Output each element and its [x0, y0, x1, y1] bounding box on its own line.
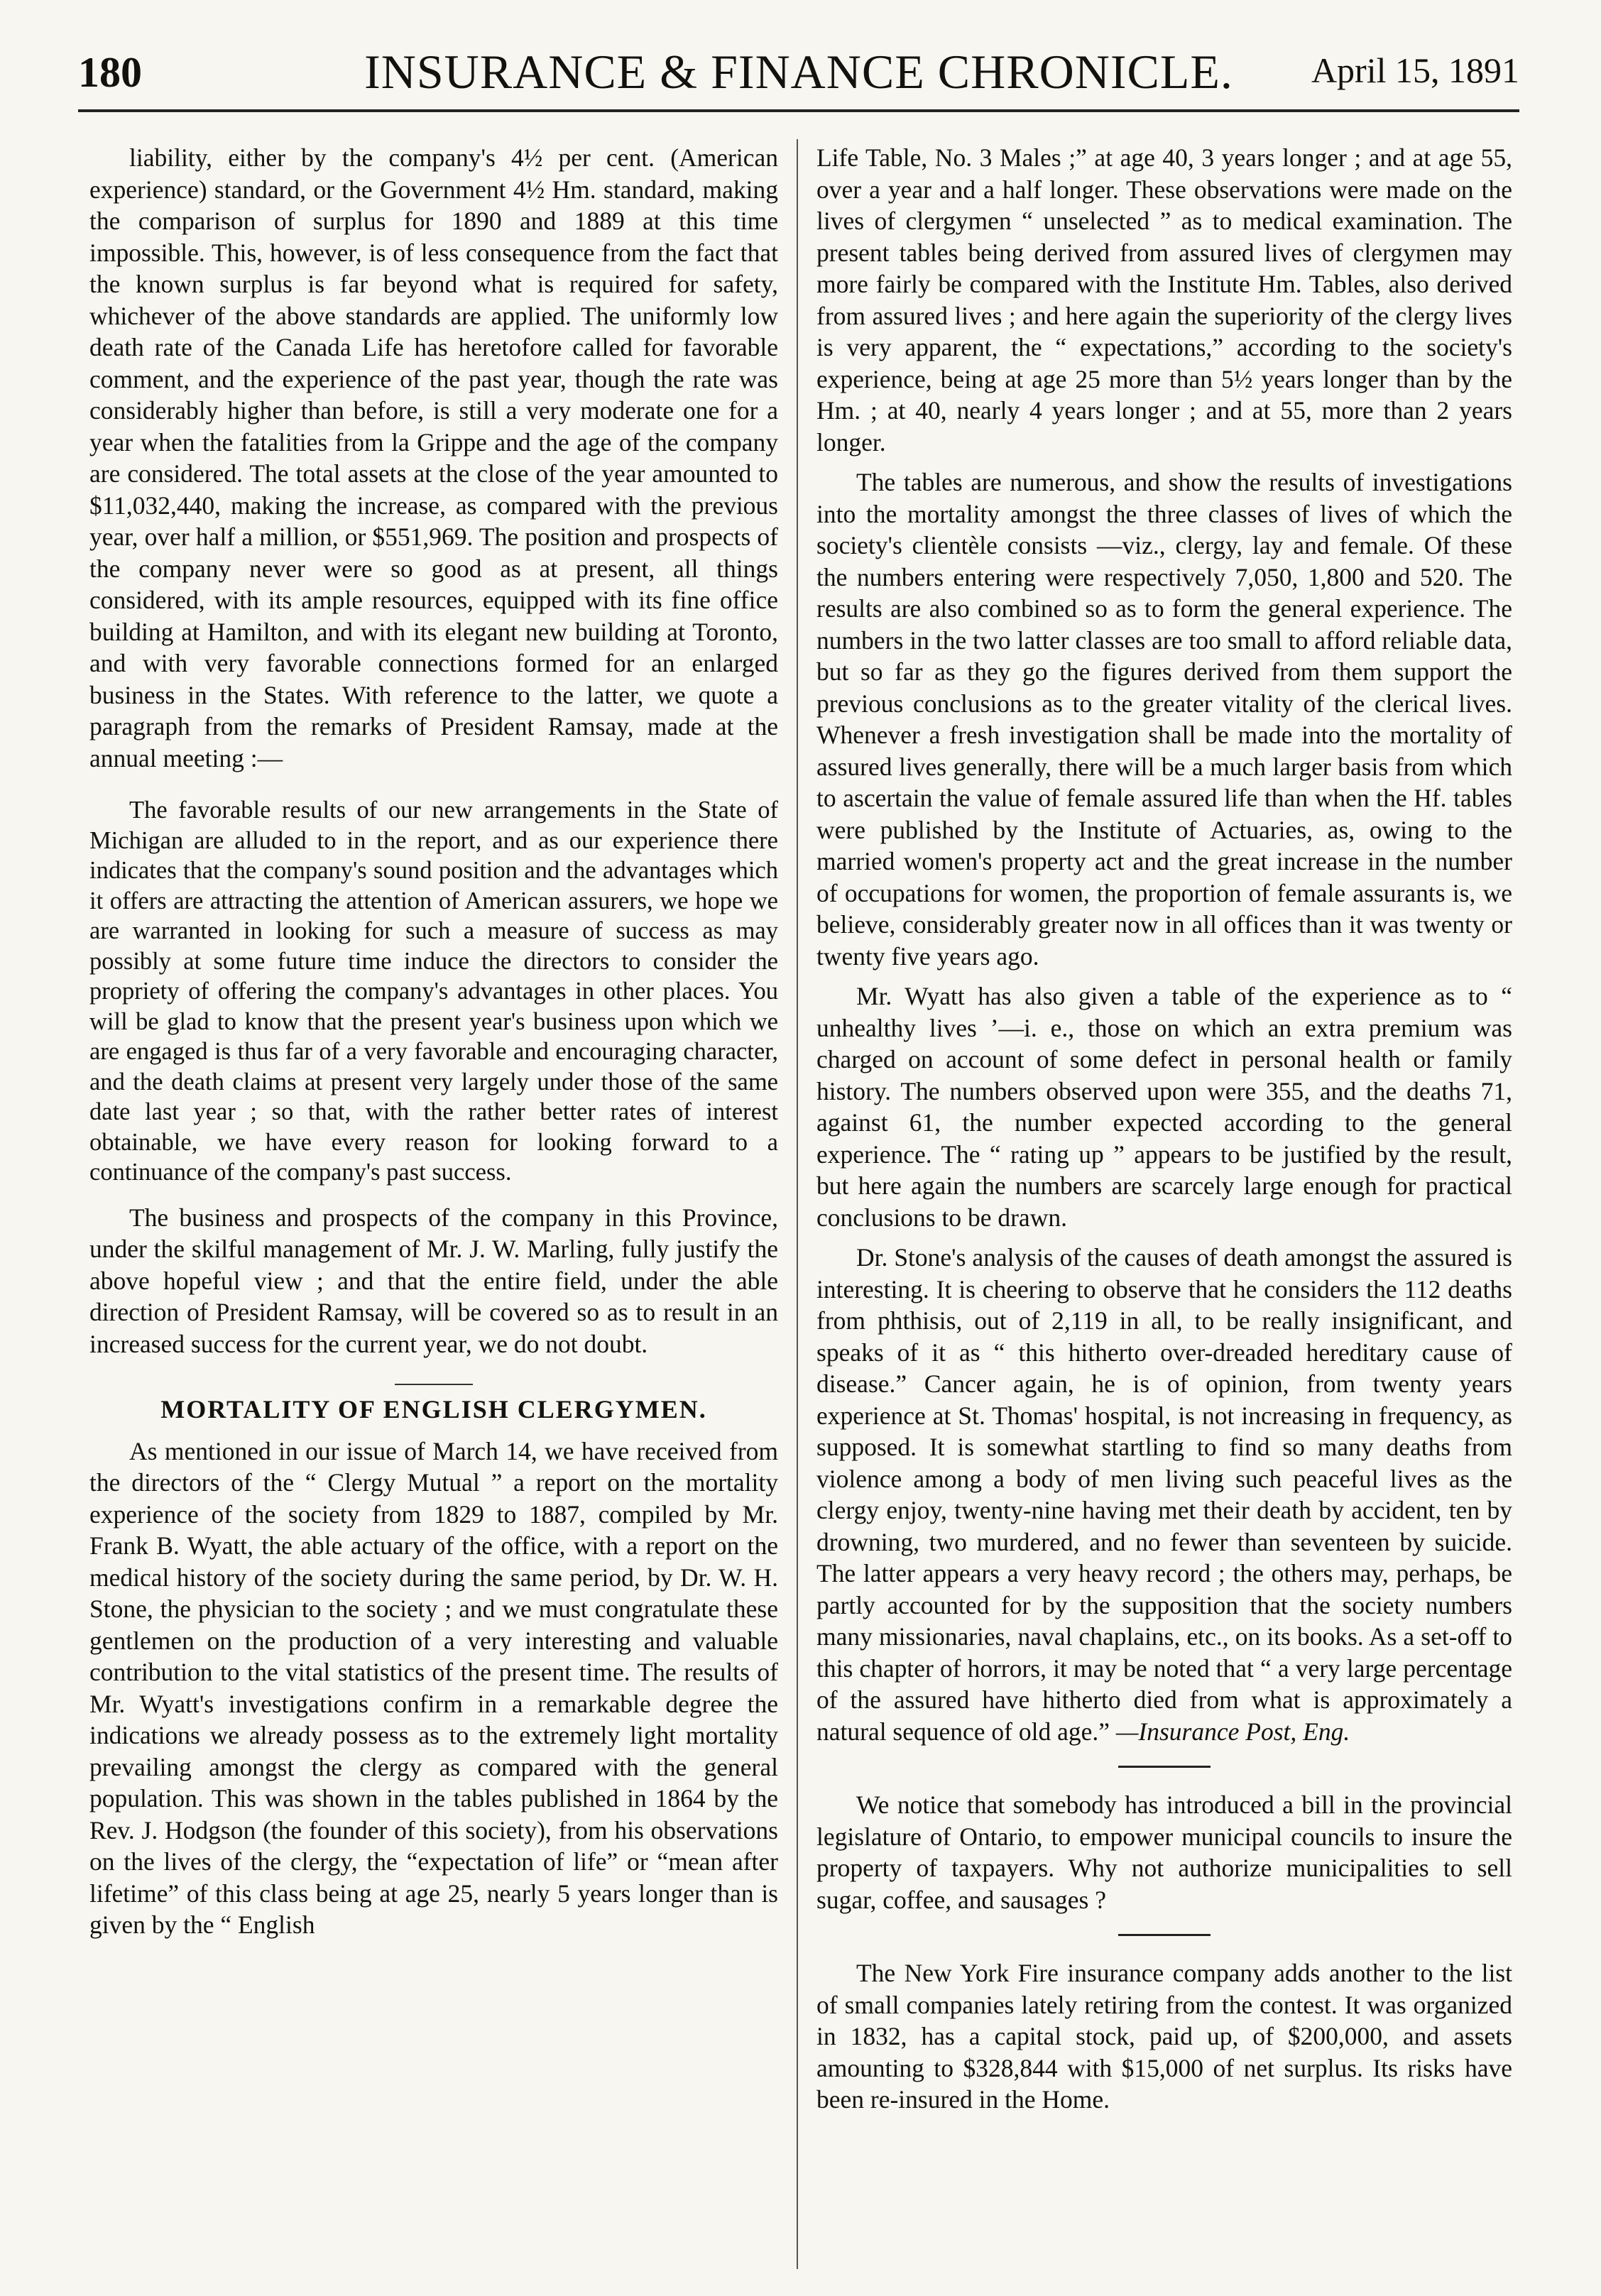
- header-rule: [78, 109, 1519, 112]
- quote-paragraph: The favorable results of our new arrangements in the State of Michigan are alluded to in the report, and as our experience there indicates that the company's sound position and the advantages which it offers are attracting the attention of American assurers, we hope we are warranted in looking for such a measure of success as may possibly at some future time induce the directors to consider the propriety of offering the company's advantages in other places. You will be glad to know that the present year's business upon which we are engaged is thus far of a very favorable and encouraging character, and the death claims at present very largely under those of the same date last year ; so that, with the rather better rates of interest obtainable, we have every reason for looking forward to a continuance of the company's past success.: [89, 797, 778, 1186]
- article-paragraph: Life Table, No. 3 Males ;” at age 40, 3 years longer ; and at age 55, over a year and a half longer. These observations were made on the lives of clergymen “ unselected ” as to medical examination. The present tables being derived from assured lives of clergymen may more fairly be compared with the Institute Hm. Tables, also derived from assured lives ; and here again the superiority of the clergy lives is very apparent, the “ expectations,” according to the society's experience, being at age 25 more than 5½ years longer than by the Hm. ; at 40, nearly 4 years longer ; and at 55, more than 2 years longer.: [816, 143, 1512, 457]
- article-divider: [1118, 1934, 1211, 1936]
- source-citation: —Insurance Post, Eng.: [1115, 1717, 1350, 1746]
- section-rule: [395, 1384, 473, 1385]
- column-divider: [797, 139, 798, 2269]
- article-paragraph: liability, either by the company's 4½ per cent. (American experience) standard, or the Government 4½ Hm. standard, making the comparison of surplus for 1890 and 1889 at this time impossible. This, however, is of less consequence from the fact that the known surplus is far beyond what is required for safety, whichever of the above standards are applied. The uniformly low death rate of the Canada Life has heretofore called for favorable comment, and the experience of the past year, though the rate was considerably higher than before, is still a very moderate one for a year when the fatalities from la Grippe and the age of the company are considered. The total assets at the close of the year amounted to $11,032,440, making the increase, as compared with the previous year, over half a million, or $551,969. The position and prospects of the company never were so good as at present, all things considered, with its ample resources, equipped with its fine office building at Hamilton, and with its elegant new building at Toronto, and with very favorable connections formed for an enlarged business in the States. With reference to the latter, we quote a paragraph from the remarks of President Ramsay, made at the annual meeting :—: [89, 143, 778, 772]
- page-header: [78, 33, 1519, 104]
- article-paragraph: The business and prospects of the company in this Province, under the skilful management of Mr. J. W. Marling, fully justify the above hopeful view ; and that the entire field, under the able direction of President Ramsay, will be covered so as to result in an increased success for the current year, we do not doubt.: [89, 1203, 778, 1358]
- section-title: MORTALITY OF ENGLISH CLERGYMEN.: [160, 1395, 707, 1423]
- article-paragraph: The tables are numerous, and show the results of investigations into the mortality amongst the three classes of lives of which the society's clientèle consists —viz., clergy, lay and female. Of these the numbers entering were respectively 7,050, 1,800 and 520. The results are also combined so as to form the general experience. The numbers in the two latter classes are too small to afford reliable data, but so far as they go the figures derived from them support the previous conclusions as to the greater vitality of the clerical lives. Whenever a fresh investigation shall be made into the mortality of assured lives generally, there will be a much larger basis from which to ascertain the value of female assured life than when the Hf. tables were published by the Institute of Actuaries, as, owing to the married women's property act and the great increase in the number of occupations for women, the proportion of female assurants is, we believe, considerably greater now in all offices than it was twenty or twenty five years ago.: [816, 468, 1512, 971]
- left-column: [89, 142, 778, 2243]
- article-paragraph: We notice that somebody has introduced a bill in the provincial legislature of Ontario, to empower municipal councils to insure the property of taxpayers. Why not authorize municipalities to sell sugar, coffee, and sausages ?: [816, 1791, 1512, 1914]
- article-paragraph: Mr. Wyatt has also given a table of the experience as to “ unhealthy lives ’—i. e., those on which an extra premium was charged on account of some defect in personal health or family history. The numbers observed upon were 355, and the deaths 71, against 61, the number expected according to the general experience. The “ rating up ” appears to be justified by the result, but here again the numbers are scarcely large enough for practical conclusions to be drawn.: [816, 982, 1512, 1232]
- issue-date: April 15, 1891: [1311, 50, 1519, 90]
- article-paragraph: [816, 1242, 1512, 1747]
- article-paragraph: As mentioned in our issue of March 14, we have received from the directors of the “ Clergy Mutual ” a report on the mortality experience of the society from 1829 to 1887, compiled by Mr. Frank B. Wyatt, the able actuary of the office, with a report on the medical history of the society during the same period, by Dr. W. H. Stone, the physician to the society ; and we must congratulate these gentlemen on the production of a very interesting and valuable contribution to the vital statistics of the present time. The results of Mr. Wyatt's investigations confirm in a remarkable degree the indications we already possess as to the extremely light mortality prevailing amongst the clergy as compared with the general population. This was shown in the tables published in 1864 by the Rev. J. Hodgson (the founder of this society), from his observations on the lives of the clergy, the “expectation of life” or “mean after lifetime” of this class being at age 25, nearly 5 years longer than is given by the “ English: [89, 1436, 778, 1939]
- article-divider: [1118, 1766, 1211, 1768]
- paragraph-text: Dr. Stone's analysis of the causes of death amongst the assured is interesting. It is cheering to observe that he considers the 112 deaths from phthisis, out of 2,119 in all, to be really insignificant, and speaks of it as “ this hitherto over-dreaded hereditary cause of disease.” Cancer again, he is of opinion, from twenty years experience at St. Thomas' hospital, is not increasing in frequency, as supposed. It is somewhat startling to find so many deaths from violence among a body of men living such peaceful lives as the clergy enjoy, twenty-nine having met their death by accident, ten by drowning, two murdered, and no fewer than seventeen by suicide. The latter appears a very heavy record ; the others may, perhaps, be partly accounted for by the supposition that the society numbers many missionaries, naval chaplains, etc., on its books. As a set-off to this chapter of horrors, it may be noted that “ a very large percentage of the assured have hitherto died from what is approximately a natural sequence of old age.”: [816, 1243, 1512, 1746]
- publication-title: INSURANCE & FINANCE CHRONICLE.: [364, 45, 1233, 99]
- page-number: 180: [78, 49, 142, 96]
- president-quote: [89, 795, 778, 1188]
- article-paragraph: The New York Fire insurance company adds another to the list of small companies lately retiring from the contest. It was organized in 1832, has a capital stock, paid up, of $200,000, and assets amounting to $328,844 with $15,000 of net surplus. Its risks have been re-insured in the Home.: [816, 1959, 1512, 2114]
- right-column: [816, 142, 1512, 2243]
